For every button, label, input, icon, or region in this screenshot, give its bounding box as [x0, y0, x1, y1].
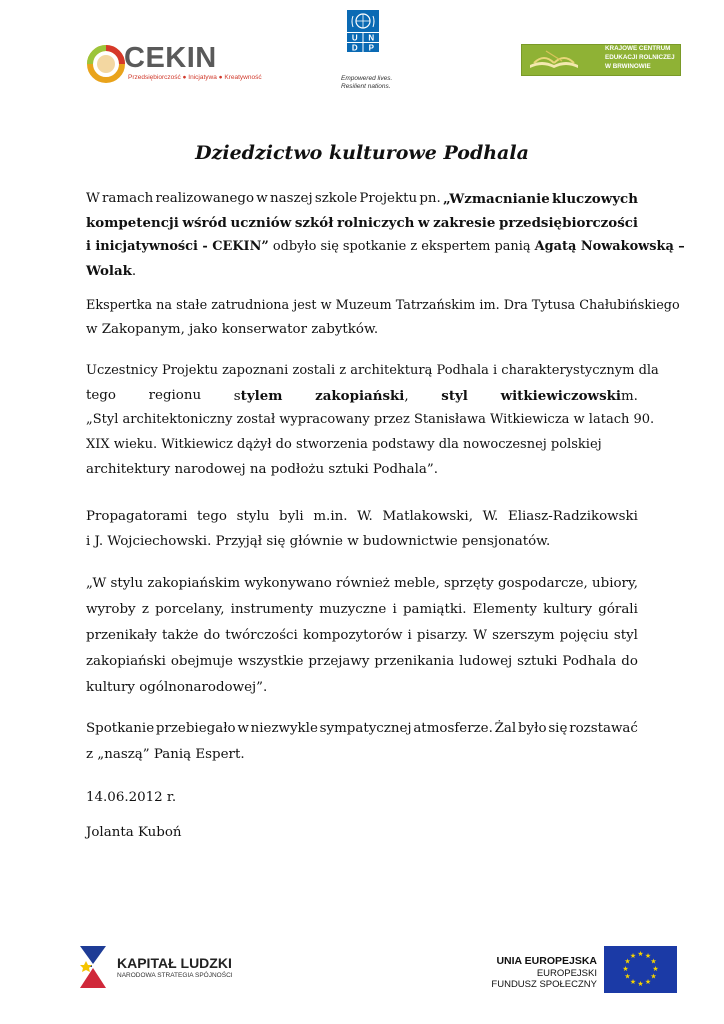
document-title: Dziedzictwo kulturowe Podhala [195, 142, 529, 164]
paragraph-line: Spotkanie przebiegało w niezwykle sympatycznej atmosferze. Żal było się rozstawać [86, 721, 638, 736]
paragraph-line: wyroby z porcelany, instrumenty muzyczne i pamiątki. Elementy kultury górali [86, 602, 638, 617]
paragraph-line: kompetencji wśród uczniów szkół rolniczych w zakresie przedsiębiorczości [86, 215, 638, 231]
eu-flag-icon [604, 946, 677, 993]
document-author: Jolanta Kuboń [86, 825, 182, 840]
svg-text:★: ★ [650, 957, 657, 966]
svg-text:★: ★ [644, 952, 652, 960]
svg-text:★: ★ [622, 965, 629, 973]
paragraph-line: przenikały także do twórczości kompozytorów i pisarzy. W szerszym pojęciu styl [86, 628, 638, 643]
kapital-ludzki-title: KAPITAŁ LUDZKI [117, 955, 232, 971]
eu-label: FUNDUSZ SPOŁECZNY [491, 979, 597, 990]
svg-text:★: ★ [650, 972, 657, 981]
svg-text:★: ★ [637, 980, 644, 988]
paragraph-line: i inicjatywności - CEKIN” odbyło się spotkanie z ekspertem panią Agatą Nowakowską – [86, 239, 685, 254]
paragraph-line: „Styl architektoniczny został wypracowany przez Stanisława Witkiewicza w latach 90. [86, 412, 655, 427]
svg-text:★: ★ [629, 952, 637, 960]
document-date: 14.06.2012 r. [86, 790, 177, 805]
svg-text:★: ★ [624, 972, 631, 981]
cekin-tagline: Przedsiębiorczość ● Inicjatywa ● Kreatywność [128, 74, 262, 81]
paragraph-line: z „naszą” Panią Espert. [86, 747, 245, 762]
svg-text:★: ★ [652, 965, 659, 973]
undp-logo-icon [347, 10, 379, 72]
kcer-text: W BRWINOWIE [605, 63, 651, 70]
undp-tagline: Resilient nations. [341, 83, 391, 90]
undp-letter: N [368, 33, 375, 43]
paragraph-line: Wolak. [86, 263, 137, 279]
undp-tagline: Empowered lives. [341, 75, 393, 82]
undp-letter: D [351, 43, 358, 53]
kapital-ludzki-logo-icon [78, 944, 108, 990]
paragraph-line: w Zakopanym, jako konserwator zabytków. [86, 322, 379, 337]
paragraph-line: architektury narodowej na podłożu sztuki Podhala”. [86, 462, 439, 477]
svg-text:★: ★ [624, 957, 631, 966]
eu-label: EUROPEJSKI [536, 968, 597, 979]
svg-text:★: ★ [629, 978, 637, 986]
undp-letter: U [351, 33, 358, 43]
svg-text:★: ★ [637, 950, 644, 958]
kcer-text: EDUKACJI ROLNICZEJ [605, 54, 675, 61]
paragraph-line: W ramach realizowanego w naszej szkole Projektu pn. „Wzmacnianie kluczowych [86, 191, 638, 207]
paragraph-line: Propagatorami tego stylu byli m.in. W. Matlakowski, W. Eliasz-Radzikowski [86, 509, 638, 524]
paragraph-line: „W stylu zakopiańskim wykonywano również meble, sprzęty gospodarcze, ubiory, [86, 576, 638, 591]
kapital-ludzki-subtitle: NARODOWA STRATEGIA SPÓJNOŚCI [117, 972, 233, 979]
cekin-logo-text: CEKIN [124, 42, 217, 74]
paragraph-line: XIX wieku. Witkiewicz dążył do stworzenia podstawy dla nowoczesnej polskiej [86, 437, 602, 452]
book-icon [526, 47, 582, 71]
eu-label: UNIA EUROPEJSKA [496, 955, 597, 967]
svg-text:★: ★ [644, 978, 652, 986]
paragraph-line: Uczestnicy Projektu zapoznani zostali z architekturą Podhala i charakterystycznym dla [86, 363, 659, 378]
paragraph-line: tego regionu stylem zakopiański, styl witkiewiczowskim. [86, 388, 638, 404]
undp-letter: P [368, 43, 374, 53]
paragraph-line: zakopiański obejmuje wszystkie przejawy przenikania ludowej sztuki Podhala do [86, 654, 638, 669]
paragraph-line: kultury ogólnonarodowej”. [86, 680, 268, 695]
paragraph-line: i J. Wojciechowski. Przyjął się głównie w budownictwie pensjonatów. [86, 534, 551, 549]
kcer-text: KRAJOWE CENTRUM [605, 45, 671, 52]
paragraph-line: Ekspertka na stałe zatrudniona jest w Muzeum Tatrzańskim im. Dra Tytusa Chałubińskiego [86, 298, 680, 313]
